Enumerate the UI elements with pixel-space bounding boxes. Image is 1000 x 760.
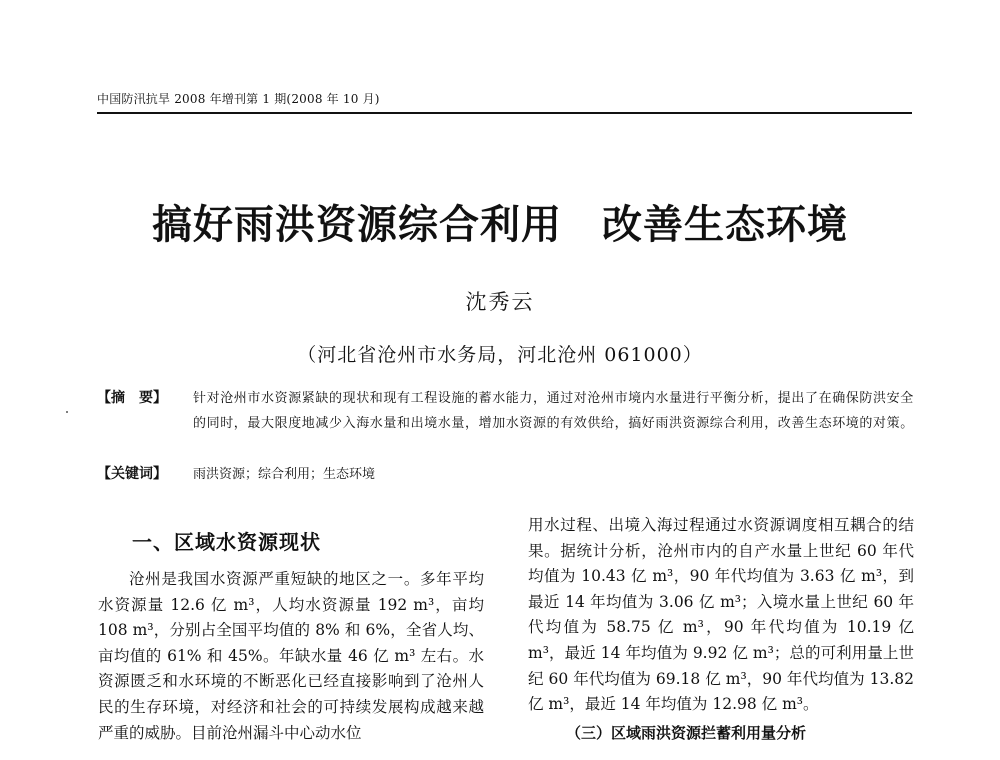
keywords-text: 雨洪资源；综合利用；生态环境 xyxy=(193,467,376,482)
right-column xyxy=(528,513,914,746)
left-column xyxy=(98,529,484,746)
margin-dot xyxy=(66,411,68,413)
header-rule xyxy=(97,112,912,114)
keywords-label: 【关键词】 xyxy=(97,466,167,482)
section-1-paragraph: 沧州是我国水资源严重短缺的地区之一。多年平均水资源量 12.6 亿 m³，人均水资源量 192 m³，亩均 108 m³，分别占全国平均值的 8% 和 6%，全省人均、亩均值的 61% 和 45%。年缺水量 46 亿 m³ 左右。水资源匮乏和水环境的不断恶化已经直接影响到了沧州人民的生存环境，对经济和社会的可持续发展构成越来越严重的威胁。目前沧州漏斗中心动水位 xyxy=(98,570,484,742)
author-affiliation: （河北省沧州市水务局，河北沧州 061000） xyxy=(297,344,703,366)
article-title xyxy=(0,193,1000,250)
section-1-heading: 一、区域水资源现状 xyxy=(132,530,321,554)
title-part-1: 搞好雨洪资源综合利用 xyxy=(152,201,562,248)
right-column-paragraph: 用水过程、出境入海过程通过水资源调度相互耦合的结果。据统计分析，沧州市内的自产水量上世纪 60 年代均值为 10.43 亿 m³，90 年代均值为 3.63 亿 m³，到最近 14 年均值为 3.06 亿 m³；入境水量上世纪 60 年代均值为 58.75 亿 m³，90 年代均值为 10.19 亿 m³，最近 14 年均值为 9.92 亿 m³；总的可利用量上世纪 60 年代均值为 69.18 亿 m³，90 年代均值为 13.82 亿 m³，最近 14 年均值为 12.98 亿 m³。 xyxy=(528,516,914,714)
author-name: 沈秀云 xyxy=(465,290,535,314)
abstract-label: 【摘 要】 xyxy=(97,390,167,406)
running-head: 中国防汛抗旱 2008 年增刊第 1 期(2008 年 10 月) xyxy=(97,92,380,106)
abstract-text: 针对沧州市水资源紧缺的现状和现有工程设施的蓄水能力，通过对沧州市境内水量进行平衡分析，提出了在确保防洪安全的同时，最大限度地减少入海水量和出境水量，增加水资源的有效供给，搞好雨洪资源综合利用，改善生态环境的对策。 xyxy=(193,391,914,431)
subsection-3-heading: （三）区域雨洪资源拦蓄利用量分析 xyxy=(566,723,807,742)
title-part-2: 改善生态环境 xyxy=(602,201,848,248)
